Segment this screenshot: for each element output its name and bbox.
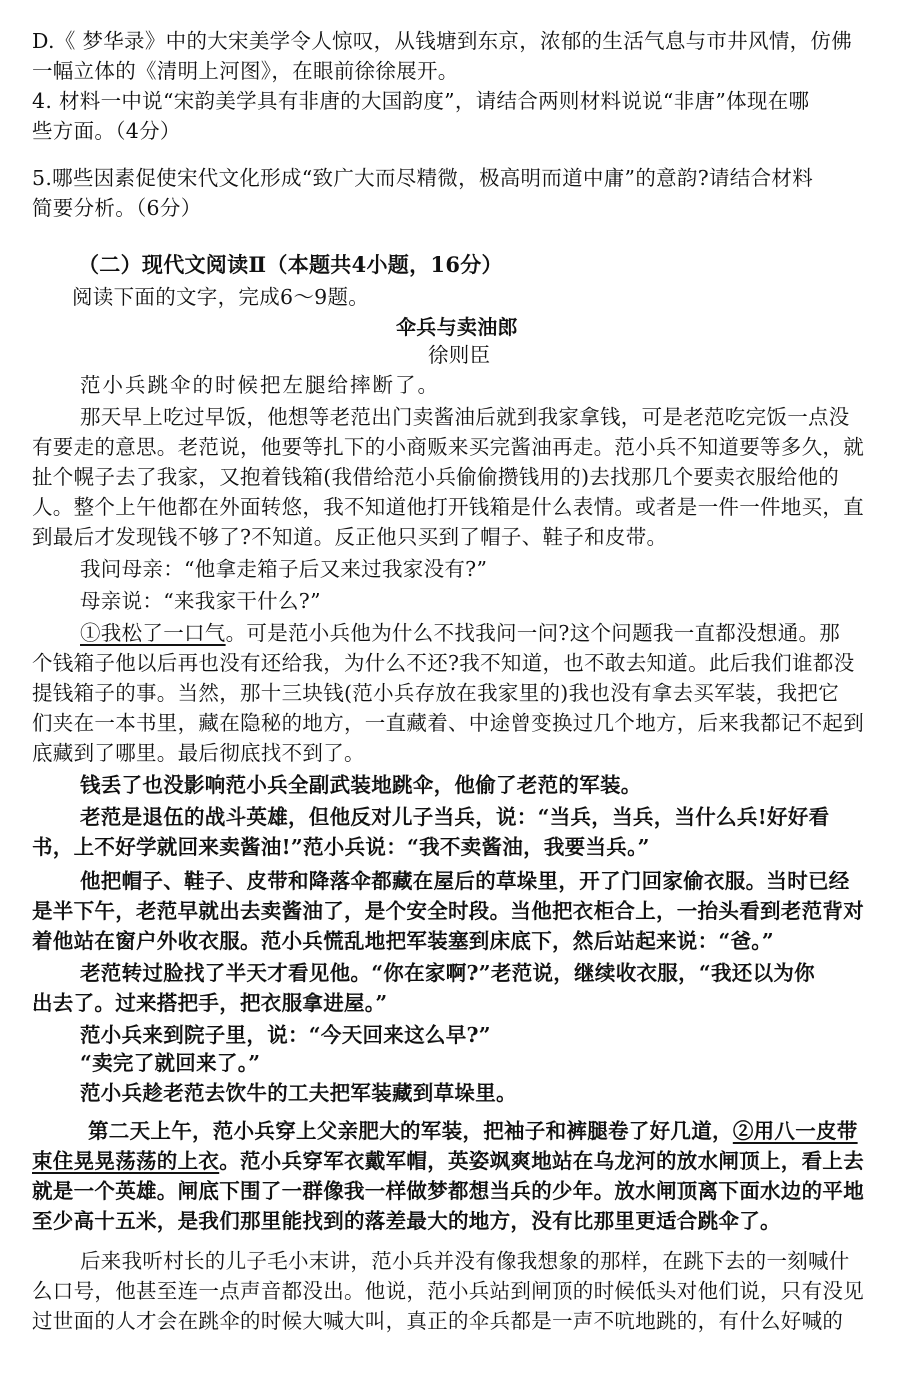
story-paragraph-5-line-2: 个钱箱子他以后再也没有还给我，为什么不还?我不知道，也不敢去知道。此后我们谁都没 [32, 651, 855, 675]
story-paragraph-13-line-3: 就是一个英雄。闸底下围了一群像我一样做梦都想当兵的少年。放水闸顶离下面水边的平地 [32, 1179, 864, 1203]
marked-sentence-1: ①我松了一口气 [80, 621, 226, 645]
story-paragraph-2-line-5: 到最后才发现钱不够了?不知道。反正他只买到了帽子、鞋子和皮带。 [32, 525, 668, 549]
story-paragraph-9-line-1: 老范转过脸找了半天才看见他。“你在家啊?”老范说，继续收衣服，“我还以为你 [80, 961, 815, 985]
story-paragraph-14-line-1: 后来我听村长的儿子毛小末讲，范小兵并没有像我想象的那样，在跳下去的一刻喊什 [80, 1249, 850, 1273]
question-d-line-1: D.《 梦华录》中的大宋美学令人惊叹，从钱塘到东京，浓郁的生活气息与市井风情，仿佛 [32, 29, 853, 53]
story-paragraph-13-line-2 [32, 1146, 864, 1176]
story-paragraph-3: 我问母亲：“他拿走箱子后又来过我家没有?” [80, 557, 488, 581]
section-instruction: 阅读下面的文字，完成6～9题。 [72, 285, 370, 309]
story-paragraph-13-line-2-rest: 。范小兵穿军衣戴军帽，英姿飒爽地站在乌龙河的放水闸顶上，看上去 [219, 1149, 865, 1173]
question-d-line-2: 一幅立体的《清明上河图》，在眼前徐徐展开。 [32, 59, 459, 83]
story-title: 伞兵与卖油郎 [396, 315, 518, 339]
story-paragraph-13-line-1 [88, 1116, 858, 1146]
story-paragraph-1: 范小兵跳伞的时候把左腿给摔断了。 [80, 373, 440, 397]
story-paragraph-2-line-2: 有要走的意思。老范说，他要等扎下的小商贩来买完酱油再走。范小兵不知道要等多久，就 [32, 435, 864, 459]
story-paragraph-8-line-2: 是半下午，老范早就出去卖酱油了，是个安全时段。当他把衣柜合上，一抬头看到老范背对 [32, 899, 864, 923]
story-paragraph-13-line-4: 至少高十五米，是我们那里能找到的落差最大的地方，没有比那里更适合跳伞了。 [32, 1209, 781, 1233]
question-5-line-1: 5.哪些因素促使宋代文化形成“致广大而尽精微，极高明而道中庸”的意韵?请结合材料 [32, 166, 814, 190]
story-paragraph-2-line-4: 人。整个上午他都在外面转悠，我不知道他打开钱箱是什么表情。或者是一件一件地买，直 [32, 495, 864, 519]
story-paragraph-4: 母亲说：“来我家干什么?” [80, 589, 321, 613]
story-author: 徐则臣 [428, 343, 491, 367]
marked-sentence-2-part-2: 束住晃晃荡荡的上衣 [32, 1149, 220, 1173]
story-paragraph-8-line-3: 着他站在窗户外收衣服。范小兵慌乱地把军装塞到床底下，然后站起来说：“爸。” [32, 929, 774, 953]
story-paragraph-2-line-3: 扯个幌子去了我家，又抱着钱箱(我借给范小兵偷偷攒钱用的)去找那几个要卖衣服给他的 [32, 465, 839, 489]
story-paragraph-10: 范小兵来到院子里，说：“今天回来这么早?” [80, 1023, 491, 1047]
section-title: （二）现代文阅读Ⅱ（本题共4小题，16分） [78, 252, 503, 277]
story-paragraph-5-line-1 [80, 618, 840, 648]
question-4-line-1: 4. 材料一中说“宋韵美学具有非唐的大国韵度”，请结合两则材料说说“非唐”体现在哪 [32, 89, 810, 113]
story-paragraph-12: 范小兵趁老范去饮牛的工夫把军装藏到草垛里。 [80, 1081, 517, 1105]
marked-sentence-2-part-1: ②用八一皮带 [732, 1119, 858, 1143]
story-paragraph-14-line-2: 么口号，他甚至连一点声音都没出。他说，范小兵站到闸顶的时候低头对他们说，只有没见 [32, 1279, 864, 1303]
story-paragraph-13-line-1-start: 第二天上午，范小兵穿上父亲肥大的军装，把袖子和裤腿卷了好几道， [88, 1119, 733, 1143]
story-paragraph-5-line-3: 提钱箱子的事。当然，那十三块钱(范小兵存放在我家里的)我也没有拿去买军装，我把它 [32, 681, 839, 705]
story-paragraph-2-line-1: 那天早上吃过早饭，他想等老范出门卖酱油后就到我家拿钱，可是老范吃完饭一点没 [80, 405, 850, 429]
story-paragraph-5-line-1-rest: 。可是范小兵他为什么不找我问一问?这个问题我一直都没想通。那 [225, 621, 841, 645]
question-5-line-2: 简要分析。（6分） [32, 196, 202, 220]
story-paragraph-11: “卖完了就回来了。” [80, 1051, 261, 1075]
question-4-line-2: 些方面。（4分） [32, 119, 181, 143]
story-paragraph-5-line-4: 们夹在一本书里，藏在隐秘的地方，一直藏着、中途曾变换过几个地方，后来我都记不起到 [32, 711, 864, 735]
story-paragraph-7-line-2: 书，上不好学就回来卖酱油!”范小兵说：“我不卖酱油，我要当兵。” [32, 835, 650, 859]
story-paragraph-8-line-1: 他把帽子、鞋子、皮带和降落伞都藏在屋后的草垛里，开了门回家偷衣服。当时已经 [80, 869, 850, 893]
story-paragraph-9-line-2: 出去了。过来搭把手，把衣服拿进屋。” [32, 991, 388, 1015]
story-paragraph-5-line-5: 底藏到了哪里。最后彻底找不到了。 [32, 741, 365, 765]
story-paragraph-7-line-1: 老范是退伍的战斗英雄，但他反对儿子当兵，说：“当兵，当兵，当什么兵!好好看 [80, 805, 830, 829]
story-paragraph-14-line-3: 过世面的人才会在跳伞的时候大喊大叫，真正的伞兵都是一声不吭地跳的，有什么好喊的 [32, 1309, 844, 1333]
story-paragraph-6: 钱丢了也没影响范小兵全副武装地跳伞，他偷了老范的军装。 [80, 773, 642, 797]
